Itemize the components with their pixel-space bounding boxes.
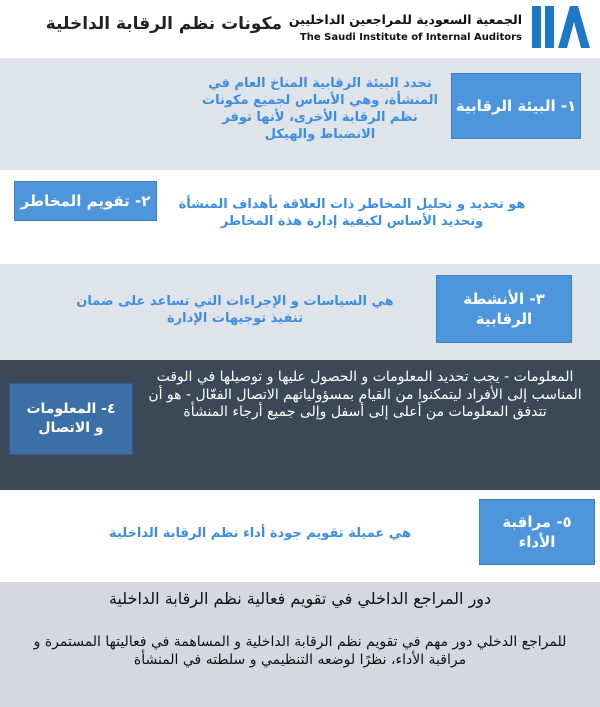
label-information-communication: ٤- المعلومات و الاتصال [9,383,133,455]
label-control-environment: ١- البيئة الرقابية [451,73,581,139]
desc-information-communication: المعلومات - يجب تحديد المعلومات و الحصول عليها و توصيلها في الوقت المناسب إلى الأفراد ليتمكنوا من القيام بمسؤولياتهم الاتصال الفعّال - هو أن تتدفق المعلومات من أعلى إلى أسفل وإلى جميع أرجاء المنشأة [148,369,582,420]
label-control-activities: ٣- الأنشطة الرقابية [436,275,572,343]
page-title: مكونات نظم الرقابة الداخلية [45,14,282,34]
footer-title: دور المراجع الداخلي في تقويم فعالية نظم الرقابة الداخلية [108,589,492,608]
org-name-english: The Saudi Institute of Internal Auditors [299,32,522,43]
desc-control-environment: تحدد البيئة الرقابية المناخ العام في المنشأة، وهي الأساس لجميع مكونات نظم الرقابة الأخرى، لأنها توفر الانضباط والهيكل [202,76,438,142]
iia-logo [530,4,592,50]
desc-monitoring: هي عميلة تقويم جودة أداء نظم الرقابة الداخلية [109,526,411,541]
label-risk-assessment: ٢- تقويم المخاطر [14,181,157,221]
footer-body: للمراجع الدخلي دور مهم في تقويم نظم الرقابة الداخلية و المساهمة في فعاليتها المستمرة و مراقبة الأداء، نظرًا لوضعه التنظيمي و سلطته في المنشأة [33,634,567,668]
desc-control-activities: هي السياسات و الإجراءات التي تساعد على ضمان تنفيذ توجيهات الإدارة [76,294,394,326]
desc-risk-assessment: هو تحديد و تحليل المخاطر ذات العلاقة بأهداف المنشأة وتحديد الأساس لكيفية إدارة هذة المخاطر [178,197,526,229]
org-name-arabic: الجمعية السعودية للمراجعين الداخليين [288,12,522,27]
label-monitoring: ٥- مراقبة الأداء [479,499,595,565]
